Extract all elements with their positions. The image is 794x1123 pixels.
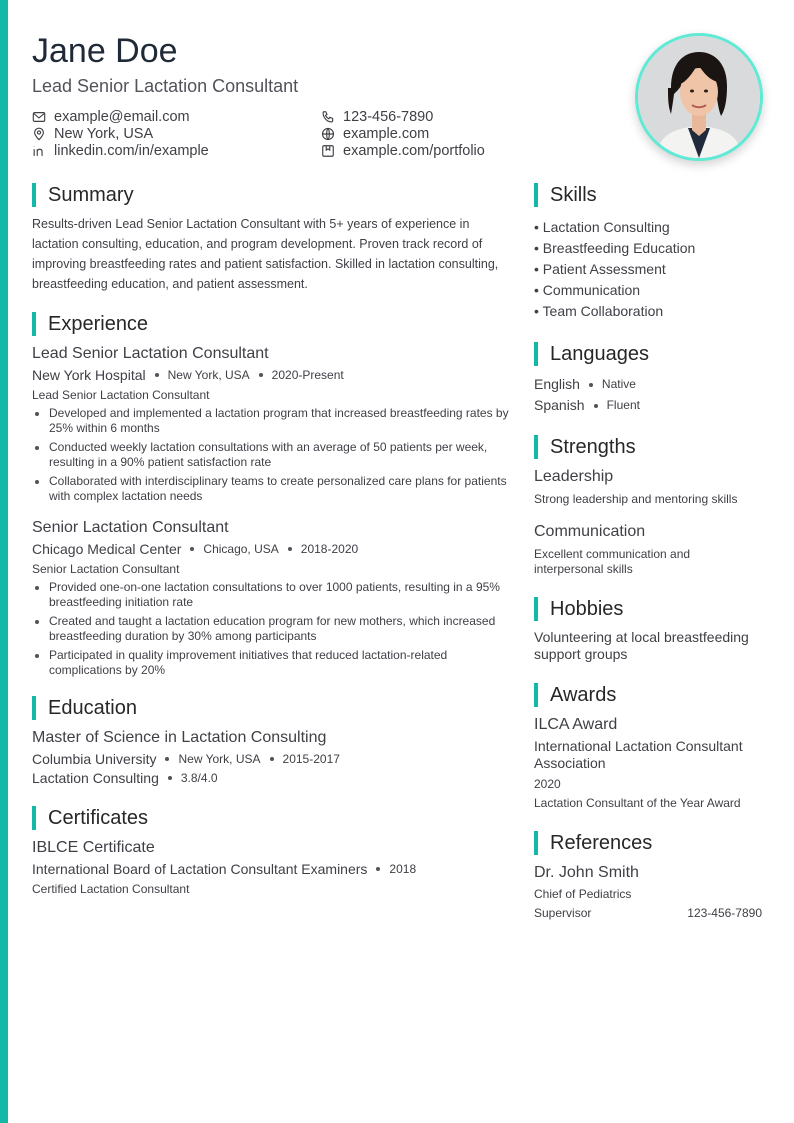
- skills-list: [534, 217, 762, 322]
- job-role: Senior Lactation Consultant: [32, 562, 180, 576]
- reference-name: Dr. John Smith: [534, 864, 639, 881]
- location-icon: [32, 127, 46, 141]
- job-meta: [32, 367, 510, 383]
- education-dates: 2015-2017: [282, 752, 340, 766]
- list-item: Collaborated with interdisciplinary teams to create personalized care plans for patients with complex lactation needs: [32, 474, 510, 504]
- award-desc: Lactation Consultant of the Year Award: [534, 796, 741, 810]
- resume-page: [32, 0, 762, 920]
- list-item: Created and taught a lactation education program for new mothers, which increased breastfeeding duration by 30% among participants: [32, 614, 510, 644]
- job-location: New York, USA: [167, 368, 250, 382]
- languages-section: [534, 342, 762, 416]
- list-item: • Breastfeeding Education: [534, 240, 696, 256]
- hobby-text: Volunteering at local breastfeeding support groups: [534, 629, 749, 662]
- job-org: New York Hospital: [32, 367, 146, 383]
- reference-relation: Supervisor: [534, 906, 592, 920]
- language-name: English: [534, 376, 580, 392]
- school-name: Columbia University: [32, 751, 157, 767]
- mail-icon: [32, 110, 46, 124]
- school-location: New York, USA: [178, 752, 261, 766]
- job-dates: 2020-Present: [271, 368, 344, 382]
- certificate-issuer: International Board of Lactation Consultant Examiners: [32, 861, 368, 877]
- job-entry: [32, 344, 510, 504]
- certificates-section: [32, 806, 510, 897]
- languages-heading: Languages: [534, 342, 762, 366]
- list-item: • Lactation Consulting: [534, 219, 670, 235]
- list-item: Conducted weekly lactation consultations with an average of 50 patients per week, resulting in a 90% patient satisfaction rate: [32, 440, 510, 470]
- award-org: International Lactation Consultant Association: [534, 738, 743, 771]
- profile-photo: [635, 33, 763, 161]
- job-org: Chicago Medical Center: [32, 541, 182, 557]
- contact-linkedin[interactable]: linkedin.com/in/example: [32, 142, 209, 159]
- awards-heading: Awards: [534, 683, 762, 707]
- language-row: [534, 395, 762, 416]
- hobbies-section: [534, 597, 762, 663]
- references-heading: References: [534, 831, 762, 855]
- list-item: • Team Collaboration: [534, 303, 664, 319]
- reference-phone[interactable]: 123-456-7890: [687, 906, 762, 920]
- education-section: [32, 696, 510, 786]
- reference-contact-row: [534, 905, 762, 921]
- award-year: 2020: [534, 777, 561, 791]
- education-field: Lactation Consulting: [32, 770, 159, 786]
- contact-phone[interactable]: 123-456-7890: [321, 108, 433, 125]
- job-bullets: [32, 580, 510, 678]
- skills-section: [534, 183, 762, 322]
- list-item: Participated in quality improvement initiatives that reduced lactation-related complications by 20%: [32, 648, 510, 678]
- hobbies-heading: Hobbies: [534, 597, 762, 621]
- contact-location: New York, USA: [32, 125, 153, 142]
- awards-section: [534, 683, 762, 811]
- accent-bar: [0, 0, 8, 1123]
- contact-email[interactable]: example@email.com: [32, 108, 190, 125]
- certificate-meta: [32, 861, 510, 877]
- references-section: [534, 831, 762, 921]
- contact-portfolio[interactable]: example.com/portfolio: [321, 142, 485, 159]
- summary-heading: Summary: [32, 183, 510, 207]
- job-entry: [32, 518, 510, 678]
- list-item: Developed and implemented a lactation program that increased breastfeeding rates by 25% within 6 months: [32, 406, 510, 436]
- list-item: • Communication: [534, 282, 641, 298]
- language-row: [534, 374, 762, 395]
- globe-icon: [321, 127, 335, 141]
- language-name: Spanish: [534, 397, 585, 413]
- linkedin-icon: [32, 144, 46, 158]
- phone-icon: [321, 110, 335, 124]
- degree-name: Master of Science in Lactation Consulting: [32, 729, 327, 746]
- education-heading: Education: [32, 696, 510, 720]
- job-role: Lead Senior Lactation Consultant: [32, 388, 210, 402]
- side-column: [534, 183, 762, 921]
- main-column: [32, 183, 510, 897]
- reference-position: Chief of Pediatrics: [534, 887, 632, 901]
- strengths-section: [534, 435, 762, 577]
- list-item: Provided one-on-one lactation consultations to over 1000 patients, resulting in a 95% breastfeeding initiation rate: [32, 580, 510, 610]
- strength-title: Communication: [534, 523, 646, 540]
- strength-desc: Excellent communication and interpersonal skills: [534, 547, 691, 576]
- candidate-title: Lead Senior Lactation Consultant: [32, 76, 299, 96]
- resume-header: [32, 0, 762, 172]
- education-field-row: [32, 770, 510, 786]
- list-item: • Patient Assessment: [534, 261, 666, 277]
- language-level: Fluent: [606, 398, 640, 412]
- job-title: Senior Lactation Consultant: [32, 519, 229, 536]
- summary-section: [32, 183, 510, 294]
- skills-heading: Skills: [534, 183, 762, 207]
- job-title: Lead Senior Lactation Consultant: [32, 345, 269, 362]
- education-gpa: 3.8/4.0: [180, 771, 218, 785]
- job-location: Chicago, USA: [203, 542, 279, 556]
- certificates-heading: Certificates: [32, 806, 510, 830]
- job-bullets: [32, 406, 510, 504]
- strengths-heading: Strengths: [534, 435, 762, 459]
- strength-title: Leadership: [534, 468, 614, 485]
- portfolio-icon: [321, 144, 335, 158]
- language-level: Native: [601, 377, 636, 391]
- award-title: ILCA Award: [534, 716, 618, 733]
- candidate-name: Jane Doe: [32, 32, 178, 70]
- certificate-year: 2018: [389, 862, 417, 876]
- job-dates: 2018-2020: [300, 542, 359, 556]
- job-meta: [32, 541, 510, 557]
- summary-text: Results-driven Lead Senior Lactation Consultant with 5+ years of experience in lactation consulting, education, and program development. Proven track record of improving breastfeeding rates and patient satisfaction. Skilled in lactation consulting, breastfeeding education, and patient assessment.: [32, 217, 499, 291]
- certificate-desc: Certified Lactation Consultant: [32, 882, 190, 896]
- experience-section: [32, 312, 510, 678]
- experience-heading: Experience: [32, 312, 510, 336]
- contact-website[interactable]: example.com: [321, 125, 429, 142]
- strength-item: [534, 522, 762, 577]
- certificate-name: IBLCE Certificate: [32, 839, 155, 856]
- strength-desc: Strong leadership and mentoring skills: [534, 492, 738, 506]
- education-meta: [32, 751, 510, 767]
- strength-item: [534, 467, 762, 507]
